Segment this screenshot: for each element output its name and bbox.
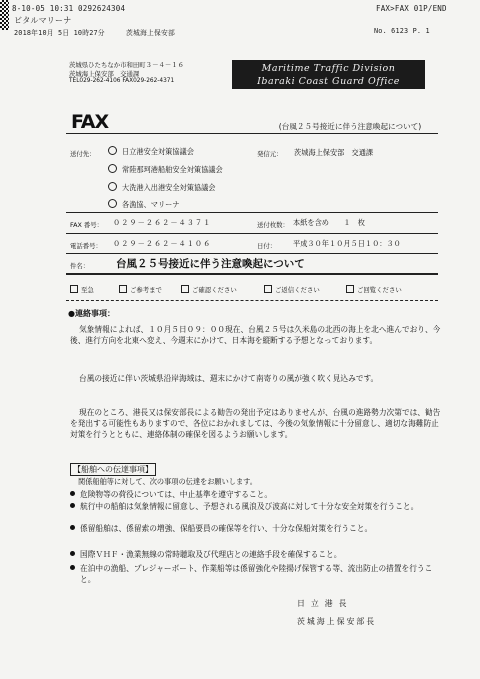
fax-number-value: ０２９－２６２－４３７１ [113,218,212,227]
logo-underline [66,133,438,134]
office-band-line1: Maritime Traffic Division [261,63,396,74]
fax-header-line1-right: FAX>FAX 01P/END [376,4,447,13]
recipient-item: 常陸那珂港船舶安全対策協議会 [108,164,223,175]
checkbox-circle-icon [108,146,117,155]
subject-value: 台風２５号接近に伴う注意喚起について [116,258,305,270]
ship-notice-item: 国際ＶＨＦ・漁業無線の常時聴取及び代理店との連絡手段を確保すること。 [70,549,442,560]
from-label: 発信元： [257,150,283,158]
sender-address: 茨城県ひたちなか市和田町３－４－１６ [69,61,185,69]
sender-tel-fax: TEL029-262-4106 FAX029-262-4371 [69,78,175,84]
tel-number-value: ０２９－２６２－４１０６ [113,239,212,248]
bullet-icon [70,565,75,570]
bullet-icon [70,551,75,556]
signature-port-master: 日立港長 [297,599,353,608]
subject-box: (台風２５号接近に伴う注意喚起について) [278,122,422,131]
checkbox-circle-icon [108,182,117,191]
office-name-band [232,60,425,89]
subject-label: 件名： [70,262,90,270]
checkbox-square-icon [181,285,189,293]
pages-value: 本紙を含め １ 枚 [293,218,365,227]
bullet-icon [70,525,75,530]
bullet-icon [70,503,75,508]
recipient-item: 大洗港入出港安全対策協議会 [108,182,215,193]
body-paragraph-3: 現在のところ、港長又は保安部長による勧告の発出予定はありませんが、台風の進路勢力次第では、勧告を発出する可能性もありますので、各位におかれましては、今後の気象情報に十分留意し、適切な海難防止対策を行うとともに、連絡体制の確保を図るようお願いします。 [70,408,441,440]
fax-number-label: FAX 番号： [70,221,104,229]
tel-number-label: 電話番号： [70,242,102,250]
to-label: 送付先： [70,150,96,158]
from-value: 茨城海上保安部 交通課 [294,148,374,157]
fax-logo: FAX [71,111,109,133]
fax-header-line3-right: No. 6123 P. 1 [374,27,430,35]
recipient-item: 日立港安全対策協議会 [108,146,194,157]
checkbox-circle-icon [108,199,117,208]
bullet-icon [70,491,75,496]
form-rule [66,233,438,234]
ship-notice-intro: 関係船舶等に対して、次の事項の伝達をお願いします。 [78,477,257,486]
fax-header-line3-left: 2018年10月 5日 10時27分 [14,29,105,37]
checkbox-reference: ご参考まで [119,285,162,294]
checkbox-square-icon [119,285,127,293]
ship-notice-item: 危険物等の荷役については、中止基準を遵守すること。 [70,489,442,500]
fax-header-checker-mark [0,0,9,30]
fax-header-line2: ビタルマリーナ [14,16,72,25]
recipient-item: 各漁協、マリーナ [108,199,180,210]
pages-label: 送付枚数： [257,221,289,229]
contact-heading: ●連絡事項： [68,309,115,318]
checkbox-reply: ご返信ください [264,285,320,294]
checkbox-urgent: 至急 [70,285,94,294]
dashed-rule [66,300,438,301]
sender-org: 茨城海上保安部 交通課 [69,70,140,78]
date-value: 平成３０年１０月５日１０：３０ [293,239,401,248]
checkbox-circulate: ご回覧ください [346,285,402,294]
checkbox-confirm: ご確認ください [181,285,237,294]
office-band-line2: Ibaraki Coast Guard Office [257,76,400,87]
fax-header-line1-left: 8-10-05 10:31 0292624304 [12,4,126,13]
date-label: 日付： [257,242,277,250]
ship-notice-item: 航行中の船舶は気象情報に留意し、予想される風浪及び波高に対して十分な安全対策を行うこと。 [70,501,442,512]
ship-notice-item: 係留船舶は、係留索の増強、保船要員の確保等を行い、十分な保船対策を行うこと。 [70,523,442,534]
form-rule [66,212,438,213]
ship-notice-item: 在泊中の漁船、プレジャーボート、作業船等は係留強化や陸揚げ保管する等、流出防止の措置を行うこと。 [70,563,442,585]
form-rule-thick [66,273,438,275]
checkbox-square-icon [346,285,354,293]
ship-notice-heading: 【船舶への伝達事項】 [70,463,156,476]
checkbox-circle-icon [108,164,117,173]
checkbox-square-icon [264,285,272,293]
body-paragraph-2: 台風の接近に伴い茨城県沿岸海域は、週末にかけて南寄りの風が強く吹く見込みです。 [79,374,379,383]
fax-header-line3-mid: 茨城海上保安部 [126,29,175,37]
signature-coast-guard-chief: 茨城海上保安部長 [297,617,377,626]
body-paragraph-1: 気象情報によれば、１０月５日０９：００現在、台風２５号は久米島の北西の海上を北へ進んでおり、今後、進行方向を北東へ変え、今週末にかけて、日本海を縦断する予想となっております。 [70,325,441,346]
form-rule [66,253,438,254]
checkbox-square-icon [70,285,78,293]
